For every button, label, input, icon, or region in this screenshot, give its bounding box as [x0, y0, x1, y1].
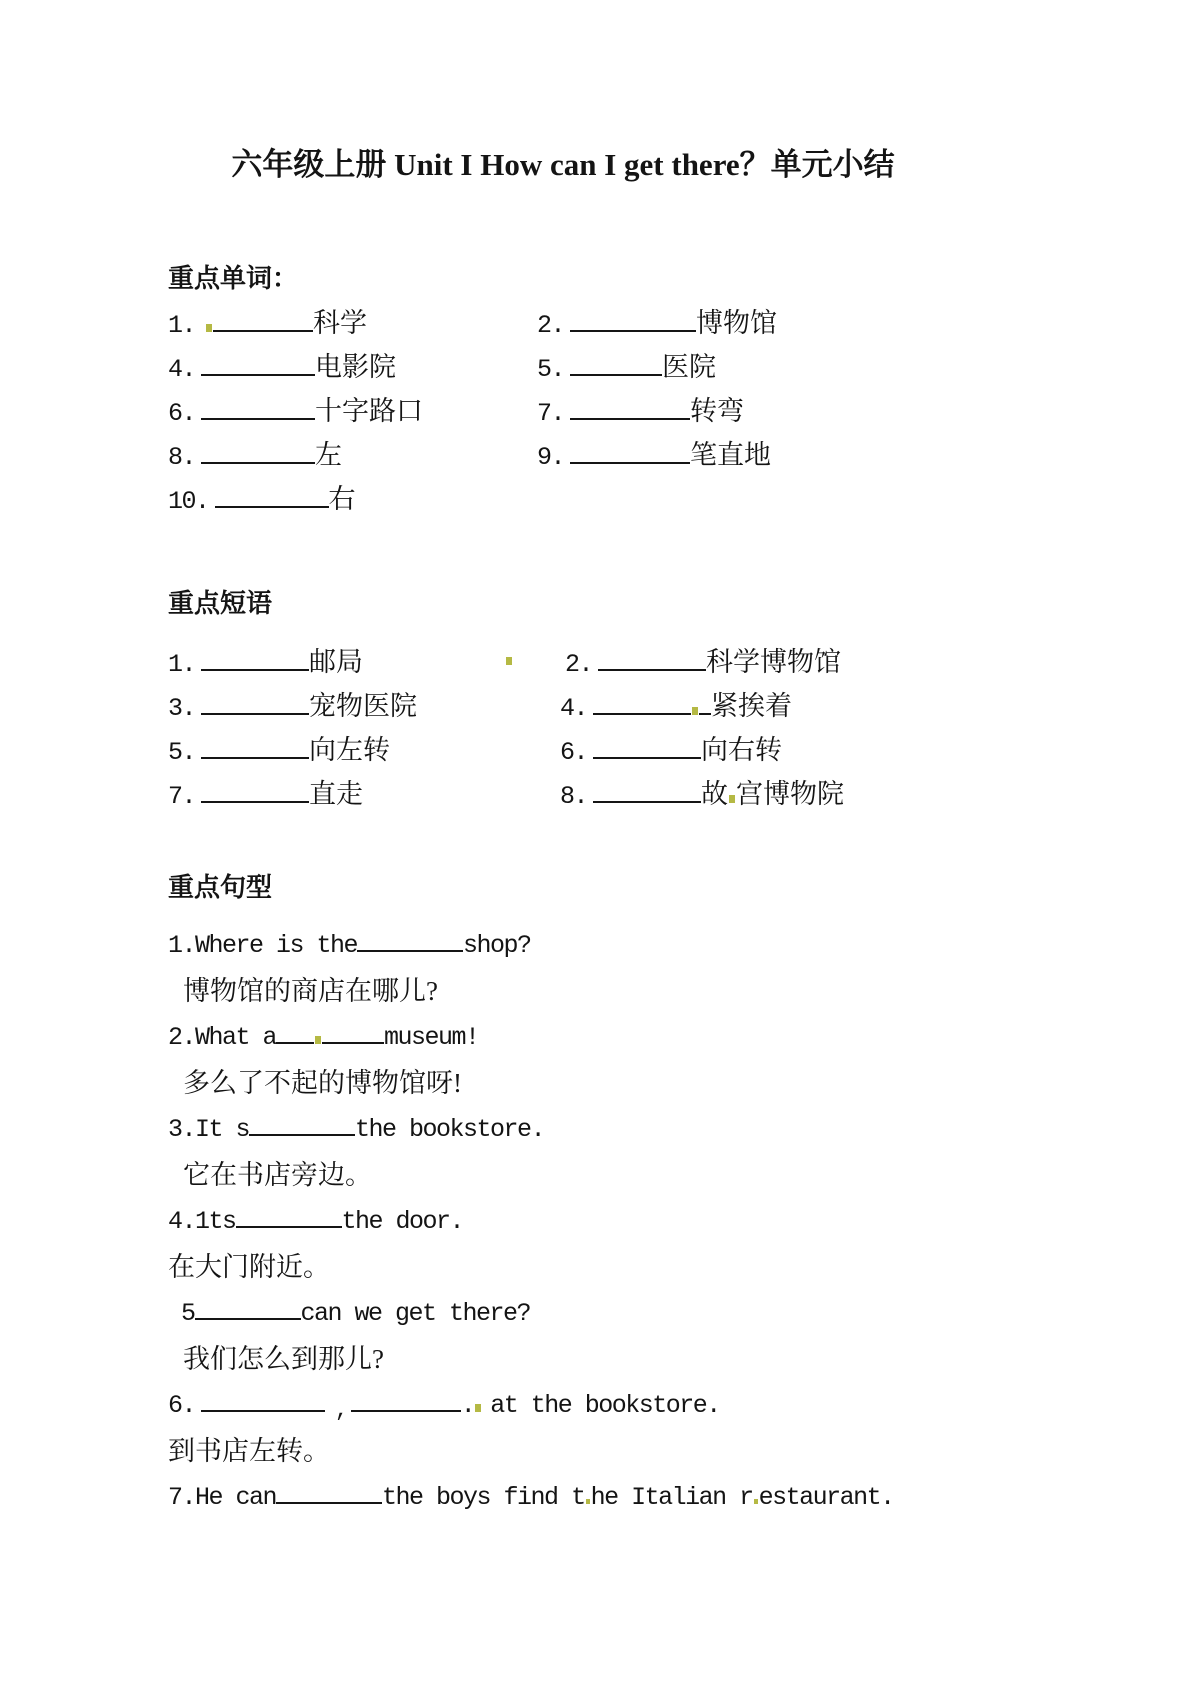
item-number: 2. — [565, 650, 593, 679]
word-row — [168, 394, 1068, 434]
phrase-item — [560, 733, 782, 770]
sentence-zh: 博物馆的商店在哪儿? — [183, 976, 438, 1006]
sentence-text: 1ts — [195, 1207, 236, 1236]
item-number: 6. — [560, 738, 588, 767]
word-item — [168, 350, 396, 387]
item-label: 邮局 — [309, 647, 364, 677]
blank-line — [201, 667, 309, 671]
word-item — [168, 306, 367, 343]
word-item — [537, 350, 716, 387]
ink-speck: , — [335, 1398, 347, 1423]
highlight-dot — [586, 1499, 590, 1504]
phrase-item — [168, 645, 363, 682]
blank-line — [593, 711, 691, 715]
sentence-text: . — [460, 1391, 475, 1420]
item-number: 4. — [560, 694, 588, 723]
section-heading-key-sentences: 重点句型 — [168, 873, 273, 902]
sentence-en — [168, 1022, 479, 1055]
sentence-zh: 在大门附近。 — [168, 1252, 330, 1282]
item-number: 1. — [168, 650, 196, 679]
blank-line — [598, 667, 706, 671]
item-label: 十字路口 — [315, 396, 424, 426]
sentence-en — [168, 930, 531, 963]
item-number: 7. — [168, 1483, 196, 1512]
phrase-row — [168, 777, 1068, 817]
sentence-text: He can — [195, 1483, 277, 1512]
item-number: 4. — [168, 1207, 196, 1236]
blank-line — [213, 328, 313, 332]
sentence-text: he Italian r — [590, 1483, 753, 1512]
sentence-zh: 它在书店旁边。 — [183, 1160, 372, 1190]
item-number: 5 — [181, 1299, 195, 1328]
phrase-item — [168, 689, 417, 726]
item-label: 故 — [701, 779, 729, 809]
sentence-text: shop? — [463, 931, 531, 960]
blank-line — [201, 799, 309, 803]
phrase-row — [168, 689, 1068, 729]
item-number: 2. — [168, 1023, 196, 1052]
blank-line — [195, 1316, 301, 1320]
phrase-item — [565, 645, 841, 682]
blank-line — [236, 1224, 342, 1228]
item-number: 3. — [168, 694, 196, 723]
document-content — [168, 0, 1068, 1684]
sentence-en — [168, 1114, 544, 1147]
blank-line — [201, 755, 309, 759]
blank-line — [215, 504, 329, 508]
item-number: 5. — [537, 355, 565, 384]
item-number: 5. — [168, 738, 196, 767]
item-number: 7. — [537, 399, 565, 428]
phrase-row — [168, 733, 1068, 773]
blank-line — [201, 1408, 325, 1412]
item-label: 电影院 — [315, 352, 397, 382]
sentence-text: the bookstore. — [355, 1115, 545, 1144]
sentence-text: can we get there? — [300, 1299, 531, 1328]
blank-line — [351, 1408, 461, 1412]
item-number: 1. — [168, 311, 196, 340]
page-title: 六年级上册 Unit I How can I get there？单元小结 — [231, 147, 895, 182]
phrase-item — [560, 689, 792, 726]
phrase-row — [168, 645, 1068, 685]
item-number: 8. — [168, 443, 196, 472]
blank-line — [201, 711, 309, 715]
word-row — [168, 482, 1068, 522]
blank-line — [593, 799, 701, 803]
item-label: 紧挨着 — [711, 691, 793, 721]
item-number: 7. — [168, 782, 196, 811]
item-number: 3. — [168, 1115, 196, 1144]
sentence-text: the boys find t — [382, 1483, 585, 1512]
phrase-item — [168, 777, 363, 814]
blank-line — [322, 1040, 384, 1044]
blank-line — [276, 1040, 314, 1044]
sentence-en — [168, 1482, 894, 1515]
blank-line — [570, 460, 690, 464]
sentence-text: Where is the — [195, 931, 358, 960]
item-number: 8. — [560, 782, 588, 811]
item-label: 科学博物馆 — [706, 647, 842, 677]
sentence-en — [168, 1390, 720, 1423]
item-number: 2. — [537, 311, 565, 340]
sentence-en — [181, 1298, 530, 1331]
phrase-item — [168, 733, 390, 770]
section-heading-key-words: 重点单词： — [168, 264, 299, 293]
sentence-text: What a — [195, 1023, 277, 1052]
word-item — [537, 438, 771, 475]
item-label: 左 — [315, 440, 343, 470]
word-item — [168, 482, 356, 519]
word-item — [168, 438, 342, 475]
sentence-zh: 我们怎么到那儿? — [183, 1344, 384, 1374]
blank-line — [201, 460, 315, 464]
phrase-item — [560, 777, 844, 814]
highlight-dot — [206, 324, 212, 332]
blank-line — [276, 1500, 382, 1504]
sentence-zh: 到书店左转。 — [168, 1436, 330, 1466]
item-label: 科学 — [313, 308, 368, 338]
item-label: 右 — [328, 484, 356, 514]
item-label: 医院 — [662, 352, 717, 382]
item-number: 1. — [168, 931, 196, 960]
item-label: 宫博物院 — [736, 779, 845, 809]
highlight-dot — [475, 1404, 481, 1412]
item-label: 宠物医院 — [309, 691, 418, 721]
sentence-zh: 多么了不起的博物馆呀! — [183, 1068, 462, 1098]
sentence-en — [168, 1206, 463, 1239]
sentence-text: at the bookstore. — [490, 1391, 720, 1420]
item-label: 直走 — [309, 779, 364, 809]
stray-highlight-dot — [506, 657, 512, 665]
highlight-dot — [729, 795, 735, 803]
item-label: 向左转 — [309, 735, 391, 765]
highlight-dot — [315, 1036, 321, 1044]
blank-line — [357, 948, 463, 952]
blank-line — [570, 372, 662, 376]
blank-line — [201, 416, 315, 420]
word-item — [168, 394, 423, 431]
blank-line — [201, 372, 315, 376]
word-item — [537, 394, 744, 431]
item-number: 10. — [168, 487, 209, 516]
section-heading-key-phrases: 重点短语 — [168, 589, 273, 618]
item-number: 6. — [168, 1391, 196, 1420]
highlight-dot — [754, 1499, 758, 1504]
word-row — [168, 350, 1068, 390]
word-item — [537, 306, 777, 343]
item-number: 6. — [168, 399, 196, 428]
word-row — [168, 306, 1068, 346]
highlight-dot — [692, 707, 698, 715]
sentence-text: estaurant. — [758, 1483, 894, 1512]
item-label: 向右转 — [701, 735, 783, 765]
blank-line — [593, 755, 701, 759]
item-label: 转弯 — [690, 396, 745, 426]
item-number: 4. — [168, 355, 196, 384]
sentence-text: It s — [195, 1115, 250, 1144]
item-label: 笔直地 — [690, 440, 772, 470]
word-row — [168, 438, 1068, 478]
sentence-text: museum! — [384, 1023, 479, 1052]
item-number: 9. — [537, 443, 565, 472]
sentence-text: the door. — [341, 1207, 464, 1236]
blank-line — [570, 416, 690, 420]
blank-line — [570, 328, 696, 332]
blank-line — [249, 1132, 355, 1136]
item-label: 博物馆 — [696, 308, 778, 338]
blank-line — [699, 711, 711, 715]
